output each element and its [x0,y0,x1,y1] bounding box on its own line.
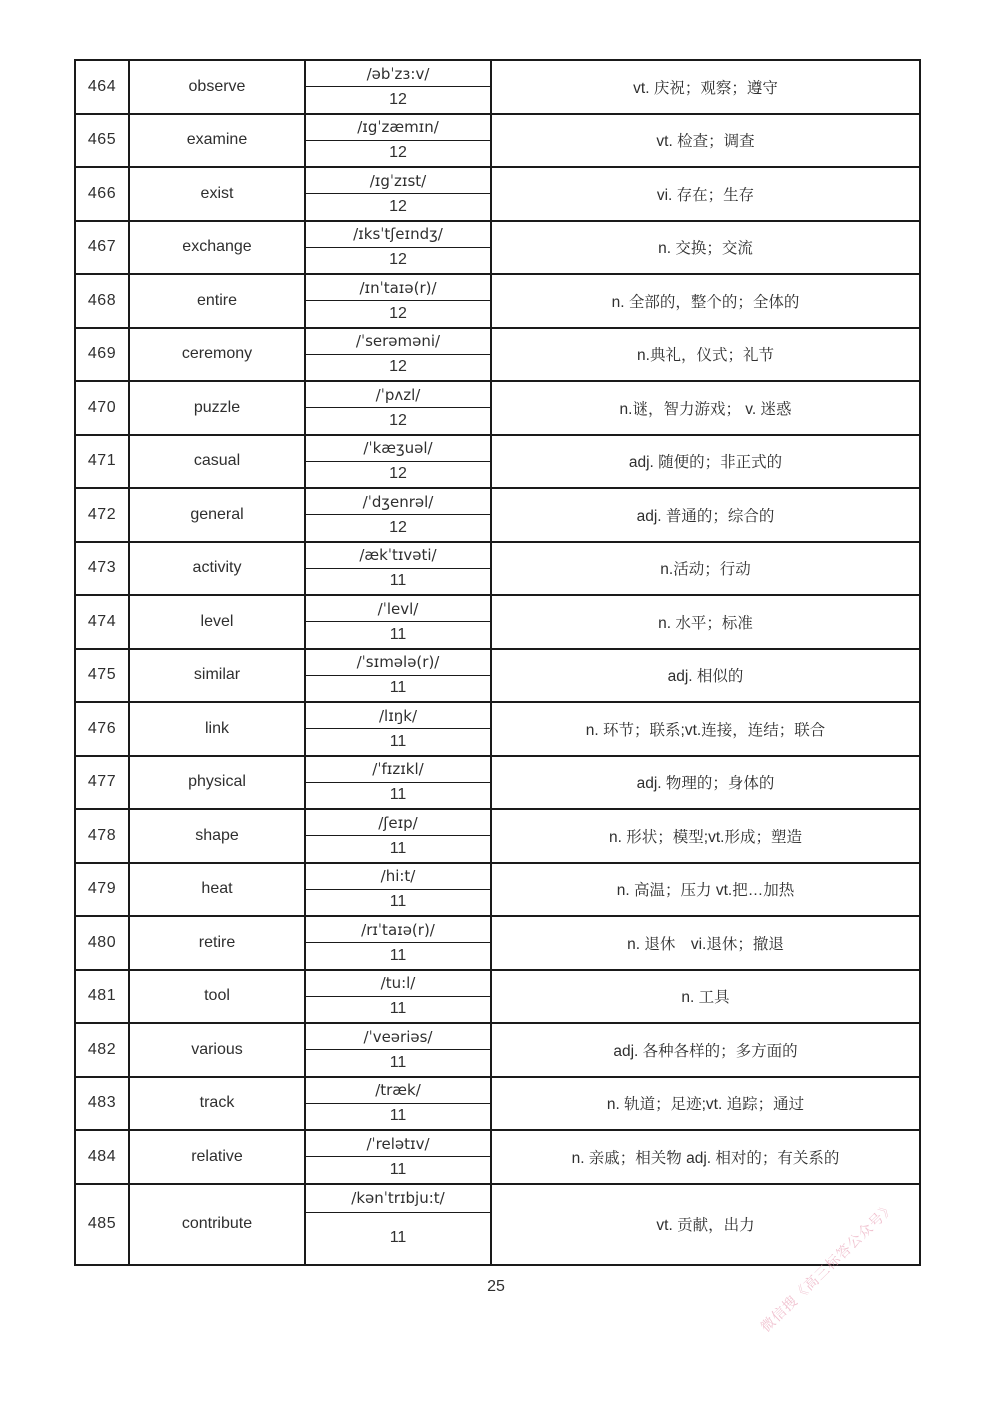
chinese-meaning: n. 全部的，整个的；全体的 [492,275,919,329]
phonetic-cell [306,1131,492,1185]
phonetic-cell [306,543,492,597]
english-word: exchange [130,222,306,276]
frequency-count: 11 [389,893,407,911]
frequency-count: 11 [389,839,407,857]
ipa-text: /ˈfɪzɪkl/ [306,757,490,783]
row-number: 471 [76,436,130,490]
ipa-text: /ˈrelətɪv/ [306,1131,490,1157]
phonetic-cell [306,329,492,383]
phonetic-cell [306,436,492,490]
frequency-count: 11 [389,572,407,590]
english-word: shape [130,810,306,864]
english-word: contribute [130,1185,306,1265]
chinese-meaning: n. 交换；交流 [492,222,919,276]
ipa-text: /ˈserəməni/ [306,329,490,355]
ipa-text: /ˈveəriəs/ [306,1024,490,1050]
row-number: 469 [76,329,130,383]
chinese-meaning: adj. 相似的 [492,650,919,704]
row-number: 470 [76,382,130,436]
row-number: 466 [76,168,130,222]
ipa-text: /lɪŋk/ [306,703,490,729]
frequency-count: 12 [389,465,407,483]
phonetic-cell [306,810,492,864]
frequency-count: 11 [389,1053,407,1071]
ipa-text: /ˈpʌzl/ [306,382,490,408]
phonetic-cell [306,1024,492,1078]
english-word: activity [130,543,306,597]
ipa-text: /ɪnˈtaɪə(r)/ [306,275,490,301]
english-word: link [130,703,306,757]
english-word: entire [130,275,306,329]
frequency-count: 11 [389,1160,407,1178]
chinese-meaning: n. 工具 [492,971,919,1025]
frequency-count: 11 [389,679,407,697]
row-number: 482 [76,1024,130,1078]
row-number: 480 [76,917,130,971]
frequency-count: 12 [389,411,407,429]
english-word: ceremony [130,329,306,383]
ipa-text: /hi:t/ [306,864,490,890]
row-number: 474 [76,596,130,650]
frequency-count: 11 [389,625,407,643]
phonetic-cell [306,222,492,276]
chinese-meaning: adj. 普通的；综合的 [492,489,919,543]
vocabulary-table [74,59,921,1266]
phonetic-cell [306,61,492,115]
chinese-meaning: n. 水平；标准 [492,596,919,650]
english-word: various [130,1024,306,1078]
chinese-meaning: vt. 检查；调查 [492,115,919,169]
phonetic-cell [306,650,492,704]
row-number: 483 [76,1078,130,1132]
ipa-text: /ʃeɪp/ [306,810,490,836]
chinese-meaning: n. 形状；模型;vt.形成；塑造 [492,810,919,864]
english-word: casual [130,436,306,490]
chinese-meaning: n. 退休 vi.退休；撤退 [492,917,919,971]
row-number: 485 [76,1185,130,1265]
english-word: heat [130,864,306,918]
chinese-meaning: n. 轨道；足迹;vt. 追踪；通过 [492,1078,919,1132]
phonetic-cell [306,1078,492,1132]
chinese-meaning: adj. 随便的；非正式的 [492,436,919,490]
ipa-text: /rɪˈtaɪə(r)/ [306,917,490,943]
ipa-text: /tu:l/ [306,971,490,997]
ipa-text: /ˈlevl/ [306,596,490,622]
english-word: relative [130,1131,306,1185]
phonetic-cell [306,703,492,757]
english-word: track [130,1078,306,1132]
english-word: similar [130,650,306,704]
ipa-text: /ɪksˈtʃeɪndʒ/ [306,222,490,248]
ipa-text: /ˈdʒenrəl/ [306,489,490,515]
english-word: general [130,489,306,543]
chinese-meaning: n.活动；行动 [492,543,919,597]
row-number: 479 [76,864,130,918]
frequency-count: 12 [389,90,407,108]
row-number: 481 [76,971,130,1025]
phonetic-cell [306,275,492,329]
frequency-count: 11 [389,732,407,750]
chinese-meaning: n. 亲戚；相关物 adj. 相对的；有关系的 [492,1131,919,1185]
english-word: tool [130,971,306,1025]
ipa-text: /ækˈtɪvəti/ [306,543,490,569]
row-number: 464 [76,61,130,115]
english-word: retire [130,917,306,971]
frequency-count: 11 [389,1107,407,1125]
ipa-text: /əbˈzɜ:v/ [306,61,490,87]
row-number: 484 [76,1131,130,1185]
phonetic-cell [306,596,492,650]
watermark-text: 微信搜《高三标答公众号》 [757,1198,898,1335]
frequency-count: 12 [389,304,407,322]
ipa-text: /træk/ [306,1078,490,1104]
row-number: 467 [76,222,130,276]
ipa-text: /ɪgˈzɪst/ [306,168,490,194]
english-word: examine [130,115,306,169]
ipa-text: /ɪgˈzæmɪn/ [306,115,490,141]
phonetic-cell [306,864,492,918]
row-number: 476 [76,703,130,757]
row-number: 475 [76,650,130,704]
page-number: 25 [487,1278,505,1295]
chinese-meaning: n. 环节；联系;vt.连接，连结；联合 [492,703,919,757]
phonetic-cell [306,757,492,811]
chinese-meaning: n.典礼，仪式；礼节 [492,329,919,383]
phonetic-cell [306,168,492,222]
frequency-count: 11 [389,786,407,804]
chinese-meaning: adj. 各种各样的；多方面的 [492,1024,919,1078]
english-word: exist [130,168,306,222]
row-number: 477 [76,757,130,811]
chinese-meaning: n.谜，智力游戏； v. 迷惑 [492,382,919,436]
phonetic-cell [306,917,492,971]
phonetic-cell [306,1185,492,1265]
frequency-count: 11 [389,1229,407,1247]
ipa-text: /kənˈtrɪbju:t/ [306,1185,490,1213]
frequency-count: 12 [389,518,407,536]
frequency-count: 12 [389,197,407,215]
chinese-meaning: n. 高温；压力 vt.把…加热 [492,864,919,918]
chinese-meaning: vi. 存在；生存 [492,168,919,222]
row-number: 473 [76,543,130,597]
english-word: level [130,596,306,650]
phonetic-cell [306,971,492,1025]
frequency-count: 12 [389,358,407,376]
ipa-text: /ˈkæʒuəl/ [306,436,490,462]
phonetic-cell [306,489,492,543]
frequency-count: 12 [389,144,407,162]
row-number: 465 [76,115,130,169]
english-word: physical [130,757,306,811]
ipa-text: /ˈsɪmələ(r)/ [306,650,490,676]
frequency-count: 11 [389,1000,407,1018]
chinese-meaning: vt. 庆祝；观察；遵守 [492,61,919,115]
frequency-count: 12 [389,251,407,269]
frequency-count: 11 [389,946,407,964]
chinese-meaning: vt. 贡献，出力 [656,1217,755,1235]
row-number: 472 [76,489,130,543]
english-word: observe [130,61,306,115]
row-number: 478 [76,810,130,864]
row-number: 468 [76,275,130,329]
chinese-meaning: adj. 物理的；身体的 [492,757,919,811]
english-word: puzzle [130,382,306,436]
phonetic-cell [306,382,492,436]
phonetic-cell [306,115,492,169]
